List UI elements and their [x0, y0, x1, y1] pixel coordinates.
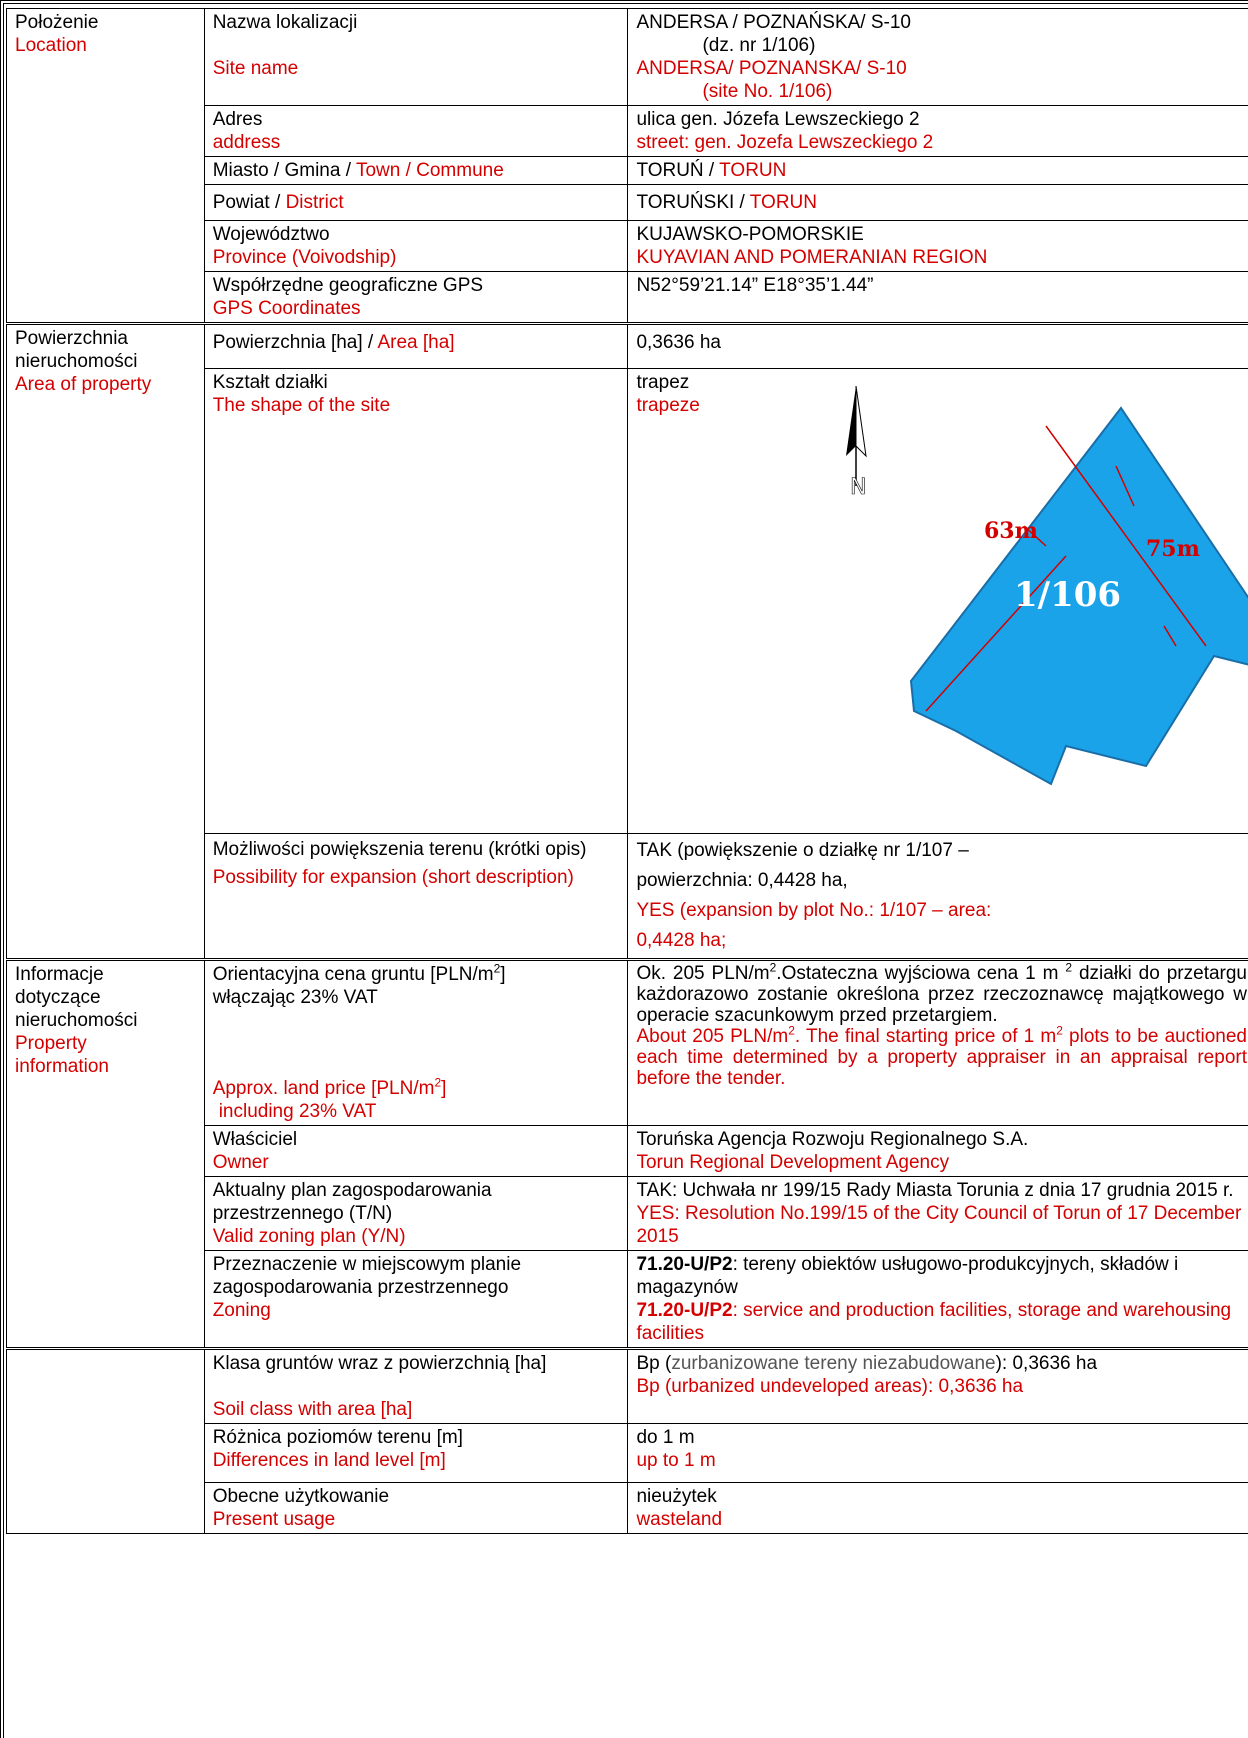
plan-value-cell [628, 1177, 1248, 1251]
town-label-pl: Miasto / Gmina / [212, 160, 356, 181]
shape-label-pl: Kształt działki [212, 372, 328, 393]
level-label-pl: Różnica poziomów terenu [m] [212, 1427, 463, 1448]
owner-value-cell [628, 1126, 1248, 1177]
soil-value-pl-a: Bp ( [636, 1353, 672, 1374]
area-value-cell [628, 324, 1248, 369]
price-label-en-bracket: ] [441, 1078, 447, 1099]
site-name-plot-pl: (dz. nr 1/106) [702, 35, 816, 56]
shape-value-en: trapeze [636, 395, 700, 416]
expansion-value-en-2: 0,4428 ha; [636, 930, 727, 951]
district-value-pl: TORUŃSKI / [636, 192, 750, 213]
level-value-cell [628, 1424, 1248, 1483]
district-value-cell [628, 185, 1248, 221]
shape-label-en: The shape of the site [212, 395, 391, 416]
price-value-en-sup1: 2 [788, 1023, 795, 1038]
price-label-en-1 [213, 1077, 620, 1100]
usage-value-en: wasteland [636, 1509, 723, 1530]
expansion-label-en: Possibility for expansion (short description) [212, 867, 574, 888]
expansion-value-pl-1: TAK (powiększenie o działkę nr 1/107 – [636, 840, 969, 861]
area-section-cell [7, 324, 205, 960]
address-value-pl: ulica gen. Józefa Lewszeckiego 2 [636, 109, 920, 130]
town-label-en: Town / Commune [355, 160, 504, 181]
province-value-en: KUYAVIAN AND POMERANIAN REGION [636, 247, 988, 268]
soil-label-cell [204, 1349, 628, 1424]
province-value-pl: KUJAWSKO-POMORSKIE [636, 224, 864, 245]
site-name-label-cell [204, 9, 628, 106]
soil-value-cell [628, 1349, 1248, 1424]
shape-label-cell [204, 369, 628, 834]
plan-label-cell [204, 1177, 628, 1251]
province-value-cell [628, 221, 1248, 272]
expansion-label-cell [204, 834, 628, 960]
owner-value-en: Torun Regional Development Agency [636, 1152, 950, 1173]
owner-label-pl: Właściciel [212, 1129, 298, 1150]
plot-number: 1/106 [1014, 575, 1122, 615]
address-label-en: address [212, 132, 281, 153]
expansion-value-pl-2: powierzchnia: 0,4428 ha, [636, 870, 848, 891]
area-section-label-pl-1: Powierzchnia [15, 328, 128, 349]
zoning-value-pl [636, 1253, 1247, 1299]
soil-row [7, 1349, 1248, 1424]
area-section-label-en: Area of property [15, 374, 152, 395]
zoning-label-pl: Przeznaczenie w miejscowym planie zagospodarowania przestrzennego [212, 1254, 522, 1298]
price-value-pl-sup1: 2 [769, 960, 777, 975]
usage-label-en: Present usage [212, 1509, 336, 1530]
price-value-en-c: plots to be auctioned each time determined by a property appraiser in an appraisal report before the tender. [636, 1026, 1247, 1089]
zoning-code-en: 71.20-U/P2 [636, 1300, 733, 1321]
price-row [7, 960, 1248, 1126]
usage-value-cell [628, 1483, 1248, 1534]
gps-label-cell [204, 272, 628, 324]
address-label-pl: Adres [212, 109, 263, 130]
site-name-row [7, 9, 1248, 106]
price-label-pl-text: Orientacyjna cena gruntu [PLN/m [212, 964, 494, 985]
district-label-en: District [285, 192, 344, 213]
plan-value-pl: TAK: Uchwała nr 199/15 Rady Miasta Torunia z dnia 17 grudnia 2015 r. [636, 1180, 1234, 1201]
owner-label-cell [204, 1126, 628, 1177]
price-value-pl-b: .Ostateczna wyjściowa cena 1 m [776, 963, 1059, 984]
expansion-value-en-1: YES (expansion by plot No.: 1/107 – area: [636, 900, 992, 921]
price-label-en-sup: 2 [434, 1075, 442, 1090]
location-section-label-en: Location [15, 35, 87, 56]
price-label-pl-2: włączając 23% VAT [212, 987, 378, 1008]
zoning-desc-en: : service and production facilities, storage and warehousing facilities [636, 1300, 1232, 1344]
usage-label-pl: Obecne użytkowanie [212, 1486, 390, 1507]
address-value-cell [628, 106, 1248, 157]
area-section-label-pl-2: nieruchomości [15, 351, 138, 372]
gps-label-en: GPS Coordinates [212, 298, 361, 319]
zoning-desc-pl: : tereny obiektów usługowo-produkcyjnych, składów i magazynów [636, 1254, 1179, 1298]
gps-label-pl: Współrzędne geograficzne GPS [212, 275, 484, 296]
side-length-75: 75m [1146, 536, 1200, 562]
zoning-value-cell [628, 1251, 1248, 1349]
price-value-en-a: About 205 PLN/m [636, 1026, 789, 1047]
zoning-code-pl: 71.20-U/P2 [636, 1254, 733, 1275]
area-label-en: Area [ha] [377, 332, 455, 353]
property-section-label-en-2: information [15, 1056, 109, 1077]
north-arrow-icon [846, 386, 866, 486]
plan-label-pl: Aktualny plan zagospodarowania przestrzennego (T/N) [212, 1180, 492, 1224]
usage-value-pl: nieużytek [636, 1486, 717, 1507]
expansion-value-cell [628, 834, 1248, 960]
district-label-pl: Powiat / [212, 192, 286, 213]
land-section-cell [7, 1349, 205, 1534]
price-label-en-2: including 23% VAT [218, 1101, 377, 1122]
province-label-cell [204, 221, 628, 272]
location-section-cell [7, 9, 205, 324]
area-row [7, 324, 1248, 369]
property-section-cell [7, 960, 205, 1349]
area-label-cell [204, 324, 628, 369]
town-value-en: TORUN [719, 160, 787, 181]
province-label-pl: Województwo [212, 224, 330, 245]
owner-label-en: Owner [212, 1152, 269, 1173]
town-label-cell [204, 157, 628, 185]
price-value-pl-a: Ok. 205 PLN/m [636, 963, 770, 984]
site-name-plot-en: (site No. 1/106) [702, 81, 833, 102]
site-name-value-en: ANDERSA/ POZNANSKA/ S-10 [636, 58, 907, 79]
property-section-label-pl-2: dotyczące [15, 987, 101, 1008]
soil-label-pl: Klasa gruntów wraz z powierzchnią [ha] [212, 1353, 547, 1374]
price-value-en-sup2: 2 [1056, 1023, 1063, 1038]
property-section-label-pl-1: Informacje [15, 964, 104, 985]
price-value-pl [636, 960, 1247, 1026]
side-length-63: 63m [984, 518, 1038, 544]
price-label-pl-sup: 2 [493, 961, 501, 976]
site-name-label-en: Site name [212, 58, 299, 79]
level-label-cell [204, 1424, 628, 1483]
area-label-pl: Powierzchnia [ha] / [212, 332, 378, 353]
price-label-en-text: Approx. land price [PLN/m [212, 1078, 435, 1099]
price-value-cell [628, 960, 1248, 1126]
plan-value-en: YES: Resolution No.199/15 of the City Council of Torun of 17 December 2015 [636, 1203, 1242, 1247]
property-section-label-pl-3: nieruchomości [15, 1010, 138, 1031]
price-label-pl-1 [213, 963, 620, 986]
price-label-cell [204, 960, 628, 1126]
district-value-en: TORUN [749, 192, 817, 213]
soil-value-pl-c: ): 0,3636 ha [995, 1353, 1098, 1374]
zoning-label-cell [204, 1251, 628, 1349]
town-value-pl: TORUŃ / [636, 160, 720, 181]
property-section-label-en-1: Property [15, 1033, 87, 1054]
address-value-en: street: gen. Jozefa Lewszeckiego 2 [636, 132, 934, 153]
soil-value-pl-b: zurbanizowane tereny niezabudowane [671, 1353, 996, 1374]
level-value-pl: do 1 m [636, 1427, 695, 1448]
district-label-cell [204, 185, 628, 221]
price-label-pl-bracket: ] [500, 964, 506, 985]
zoning-value-en [636, 1299, 1247, 1345]
site-name-value-cell [628, 9, 1248, 106]
price-value-en-b: . The final starting price of 1 m [794, 1026, 1057, 1047]
province-label-en: Province (Voivodship) [212, 247, 397, 268]
town-value-cell [628, 157, 1248, 185]
price-value-en [636, 1023, 1247, 1089]
shape-value-pl: trapez [636, 372, 690, 393]
location-section-label-pl: Położenie [15, 12, 99, 33]
soil-value-pl [636, 1352, 1247, 1375]
level-value-en: up to 1 m [636, 1450, 716, 1471]
price-value-pl-sup2: 2 [1065, 960, 1073, 975]
site-name-label-pl: Nazwa lokalizacji [212, 12, 358, 33]
usage-label-cell [204, 1483, 628, 1534]
level-label-en: Differences in land level [m] [212, 1450, 446, 1471]
price-value-pl-c: działki do przetargu każdorazowo zostanie określona przez rzeczoznawcę majątkowego w operacie szacunkowym przed przetargiem. [636, 963, 1247, 1026]
soil-value-en: Bp (urbanized undeveloped areas): 0,3636 ha [636, 1376, 1024, 1397]
soil-label-en: Soil class with area [ha] [212, 1399, 413, 1420]
plot-map [766, 386, 1248, 846]
owner-value-pl: Toruńska Agencja Rozwoju Regionalnego S.A. [636, 1129, 1029, 1150]
site-name-value-pl: ANDERSA / POZNAŃSKA/ S-10 [636, 12, 911, 33]
area-value: 0,3636 ha [636, 332, 721, 353]
plan-label-en: Valid zoning plan (Y/N) [212, 1226, 406, 1247]
north-label: N [850, 475, 867, 500]
gps-value: N52°59’21.14” E18°35’1.44” [636, 275, 874, 296]
address-label-cell [204, 106, 628, 157]
zoning-label-en: Zoning [212, 1300, 271, 1321]
gps-value-cell [628, 272, 1248, 324]
expansion-label-pl: Możliwości powiększenia terenu (krótki opis) [212, 839, 587, 860]
